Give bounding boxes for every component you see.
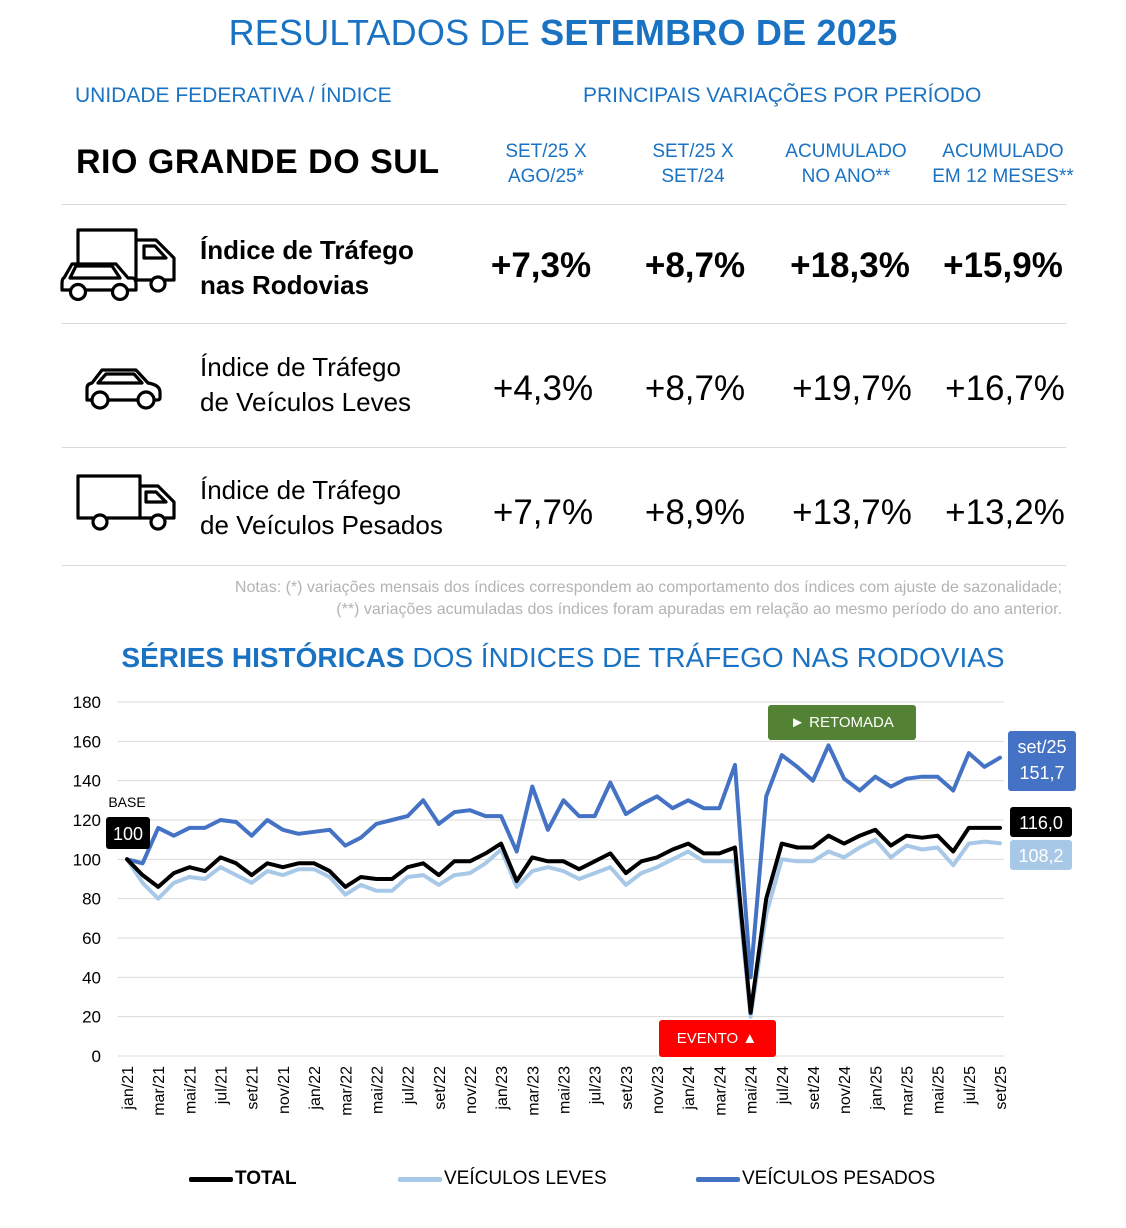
line-chart [0, 680, 1126, 1160]
x-tick-label: nov/22 [462, 1066, 480, 1115]
x-tick-label: set/25 [993, 1066, 1010, 1110]
legend-label-pesados: VEÍCULOS PESADOS [742, 1168, 936, 1189]
notes: Notas: (*) variações mensais dos índices correspondem ao comportamento dos índices com ajuste de sazonalidade; (**) variações acumuladas dos índices foram apuradas em relação ao mesmo período do ano anterior. [234, 579, 1062, 618]
row-label-leves: Índice de Tráfego de Veículos Leves [200, 352, 412, 417]
retomada-label: ► RETOMADA [790, 714, 894, 731]
value-cell: +16,7% [945, 369, 1065, 408]
divider [62, 323, 1066, 324]
x-tick-label: mai/21 [182, 1066, 200, 1115]
x-tick-label: mar/23 [525, 1066, 543, 1116]
value-cell: +7,3% [490, 246, 592, 285]
y-tick-label: 100 [72, 850, 101, 870]
y-tick-label: 160 [72, 732, 101, 752]
header-left: UNIDADE FEDERATIVA / ÍNDICE [75, 84, 392, 107]
divider [62, 447, 1066, 448]
legend-label-total: TOTAL [235, 1168, 297, 1189]
legend-swatch-leves [398, 1177, 442, 1182]
series-title: SÉRIES HISTÓRICAS DOS ÍNDICES DE TRÁFEGO NAS RODOVIAS [121, 642, 1005, 673]
y-tick-label: 60 [82, 929, 101, 948]
x-tick-label: nov/23 [650, 1066, 668, 1115]
x-tick-label: mai/22 [369, 1066, 387, 1115]
value-cell: +8,7% [644, 246, 746, 285]
base-value: 100 [112, 824, 144, 844]
car-icon [82, 362, 164, 412]
value-cell: +19,7% [792, 369, 912, 408]
divider [62, 565, 1066, 566]
state-name: RIO GRANDE DO SUL [76, 143, 440, 181]
x-tick-label: jan/25 [868, 1066, 886, 1110]
x-tick-label: jan/24 [681, 1066, 699, 1110]
header-right: PRINCIPAIS VARIAÇÕES POR PERÍODO [583, 84, 982, 107]
page-title: RESULTADOS DE SETEMBRO DE 2025 [228, 12, 898, 53]
x-tick-label: mar/24 [712, 1066, 730, 1116]
x-tick-label: jul/21 [213, 1066, 231, 1105]
legend-swatch-total [189, 1177, 233, 1182]
series-line-total [127, 828, 1000, 1013]
x-tick-label: mar/25 [899, 1066, 917, 1116]
value-cell: +8,9% [644, 493, 746, 532]
x-tick-label: nov/21 [275, 1066, 293, 1115]
x-tick-label: nov/24 [837, 1066, 855, 1115]
end-label-pesados-period: set/25 [1017, 737, 1067, 757]
truck-car-icon [58, 222, 182, 304]
legend-total [189, 1168, 297, 1190]
x-tick-label: mai/24 [743, 1066, 761, 1115]
x-tick-label: jul/23 [587, 1066, 605, 1105]
value-cell: +13,2% [945, 493, 1065, 532]
evento-label: EVENTO ▲ [676, 1030, 758, 1047]
x-tick-label: mai/23 [556, 1066, 574, 1115]
row-label-total: Índice de Tráfego nas Rodovias [200, 235, 414, 300]
column-header-3: ACUMULADO NO ANO** [785, 141, 907, 187]
end-label-total: 116,0 [1019, 813, 1063, 833]
y-tick-label: 0 [91, 1047, 101, 1066]
value-cell: +7,7% [492, 493, 594, 532]
legend-label-leves: VEÍCULOS LEVES [444, 1168, 607, 1189]
x-tick-label: jan/23 [494, 1066, 512, 1110]
value-cell: +15,9% [943, 246, 1063, 285]
x-tick-label: mai/25 [930, 1066, 948, 1115]
y-tick-label: 40 [82, 968, 101, 988]
y-tick-label: 180 [72, 693, 101, 712]
y-tick-label: 120 [72, 811, 101, 830]
value-cell: +4,3% [492, 369, 594, 408]
x-tick-label: jul/25 [961, 1066, 979, 1105]
value-cell: +18,3% [790, 246, 910, 285]
x-tick-label: set/23 [618, 1066, 636, 1110]
truck-icon [74, 472, 180, 532]
base-label: BASE [108, 794, 146, 810]
x-tick-label: mar/21 [151, 1066, 169, 1116]
x-tick-label: set/24 [805, 1066, 823, 1110]
series-line-leves [127, 840, 1000, 1017]
column-header-2: SET/25 X SET/24 [652, 141, 734, 187]
end-label-pesados-value: 151,7 [1019, 763, 1065, 783]
row-label-pesados: Índice de Tráfego de Veículos Pesados [200, 475, 443, 540]
legend-pesados [696, 1168, 935, 1190]
x-tick-label: jul/22 [400, 1066, 418, 1105]
value-cell: +13,7% [792, 493, 912, 532]
x-tick-label: set/21 [244, 1066, 262, 1110]
x-tick-label: set/22 [431, 1066, 449, 1110]
legend-swatch-pesados [696, 1177, 740, 1182]
y-tick-label: 80 [82, 889, 101, 909]
y-tick-label: 140 [72, 771, 101, 791]
legend-leves [398, 1168, 607, 1190]
end-label-leves: 108,2 [1018, 846, 1064, 866]
x-tick-label: jan/22 [307, 1066, 325, 1110]
divider [62, 204, 1066, 205]
x-tick-label: mar/22 [338, 1066, 356, 1116]
column-header-1: SET/25 X AGO/25* [505, 141, 587, 187]
x-tick-label: jul/24 [774, 1066, 792, 1105]
x-tick-label: jan/21 [120, 1066, 137, 1110]
column-header-4: ACUMULADO EM 12 MESES** [932, 141, 1074, 187]
value-cell: +8,7% [644, 369, 746, 408]
y-tick-label: 20 [82, 1007, 101, 1027]
